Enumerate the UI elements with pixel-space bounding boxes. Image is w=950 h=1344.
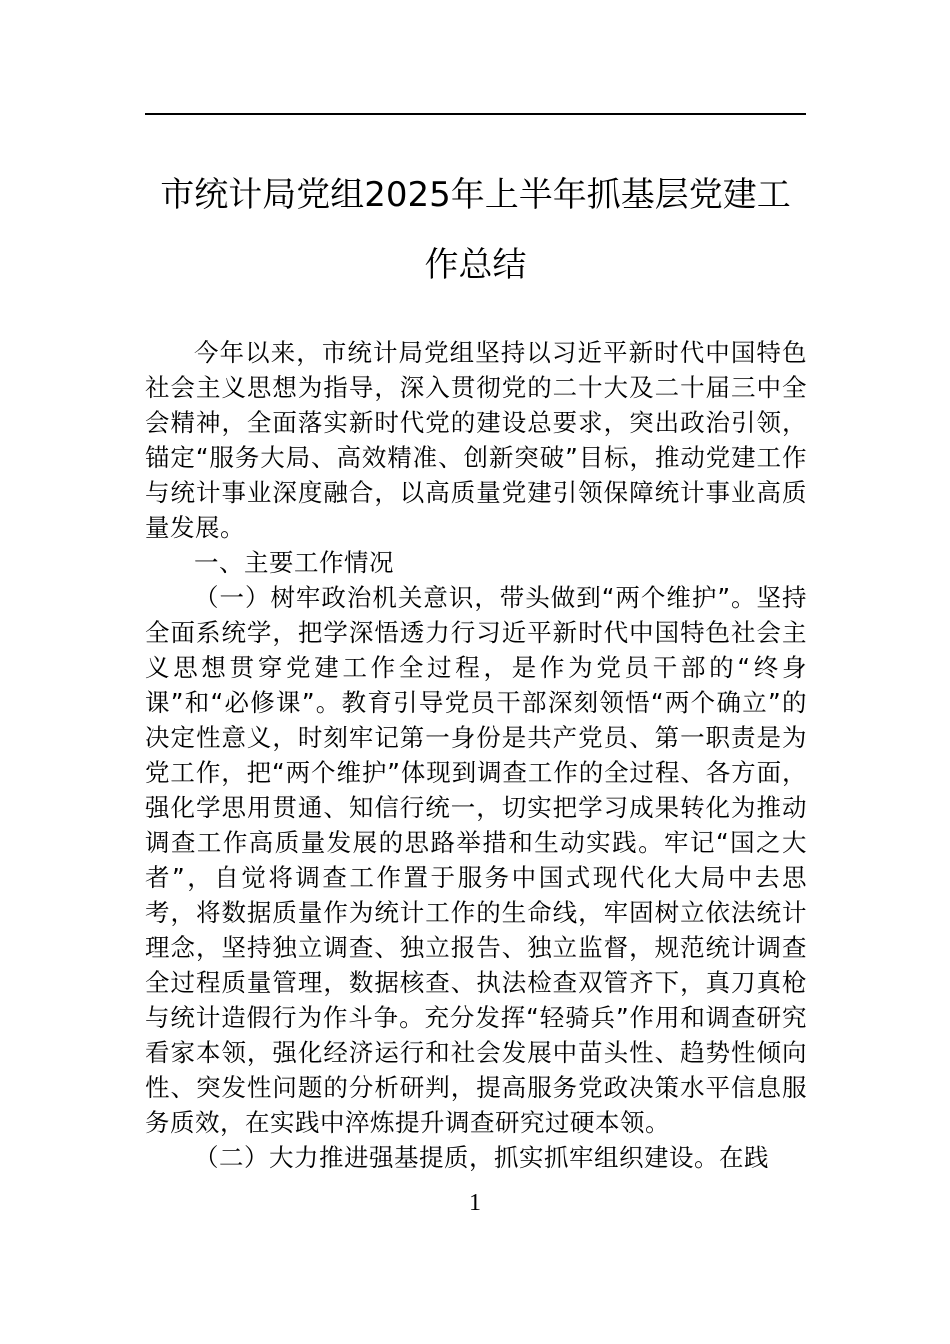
document-title-line-2: 作总结 xyxy=(424,245,527,285)
header-rule xyxy=(145,113,806,115)
section-heading: 一、主要工作情况 xyxy=(194,548,394,577)
document-title xyxy=(145,160,806,300)
page-number: 1 xyxy=(469,1190,481,1216)
section-1-paragraph: （一）树牢政治机关意识，带头做到“两个维护”。坚持全面系统学，把学深悟透力行习近平新时代中国特色社会主义思想贯穿党建工作全过程，是作为党员干部的“终身课”和“必修课”。教育引导党员干部深刻领悟“两个确立”的决定性意义，时刻牢记第一身份是共产党员、第一职责是为党工作，把“两个维护”体现到调查工作的全过程、各方面，强化学思用贯通、知信行统一，切实把学习成果转化为推动调查工作高质量发展的思路举措和生动实践。牢记“国之大者”，自觉将调查工作置于服务中国式现代化大局中去思考，将数据质量作为统计工作的生命线，牢固树立依法统计理念，坚持独立调查、独立报告、独立监督，规范统计调查全过程质量管理，数据核查、执法检查双管齐下，真刀真枪与统计造假行为作斗争。充分发挥“轻骑兵”作用和调查研究看家本领，强化经济运行和社会发展中苗头性、趋势性倾向性、突发性问题的分析研判，提高服务党政决策水平信息服务质效，在实践中淬炼提升调查研究过硬本领。 xyxy=(145,583,807,1137)
section-2-paragraph: （二）大力推进强基提质，抓实抓牢组织建设。在践 xyxy=(194,1143,769,1172)
intro-paragraph: 今年以来，市统计局党组坚持以习近平新时代中国特色社会主义思想为指导，深入贯彻党的二十大及二十届三中全会精神，全面落实新时代党的建设总要求，突出政治引领，锚定“服务大局、高效精准、创新突破”目标，推动党建工作与统计事业深度融合，以高质量党建引领保障统计事业高质量发展。 xyxy=(145,338,807,542)
document-title-line-1: 市统计局党组2025年上半年抓基层党建工 xyxy=(160,175,791,215)
document-body xyxy=(145,335,807,1175)
